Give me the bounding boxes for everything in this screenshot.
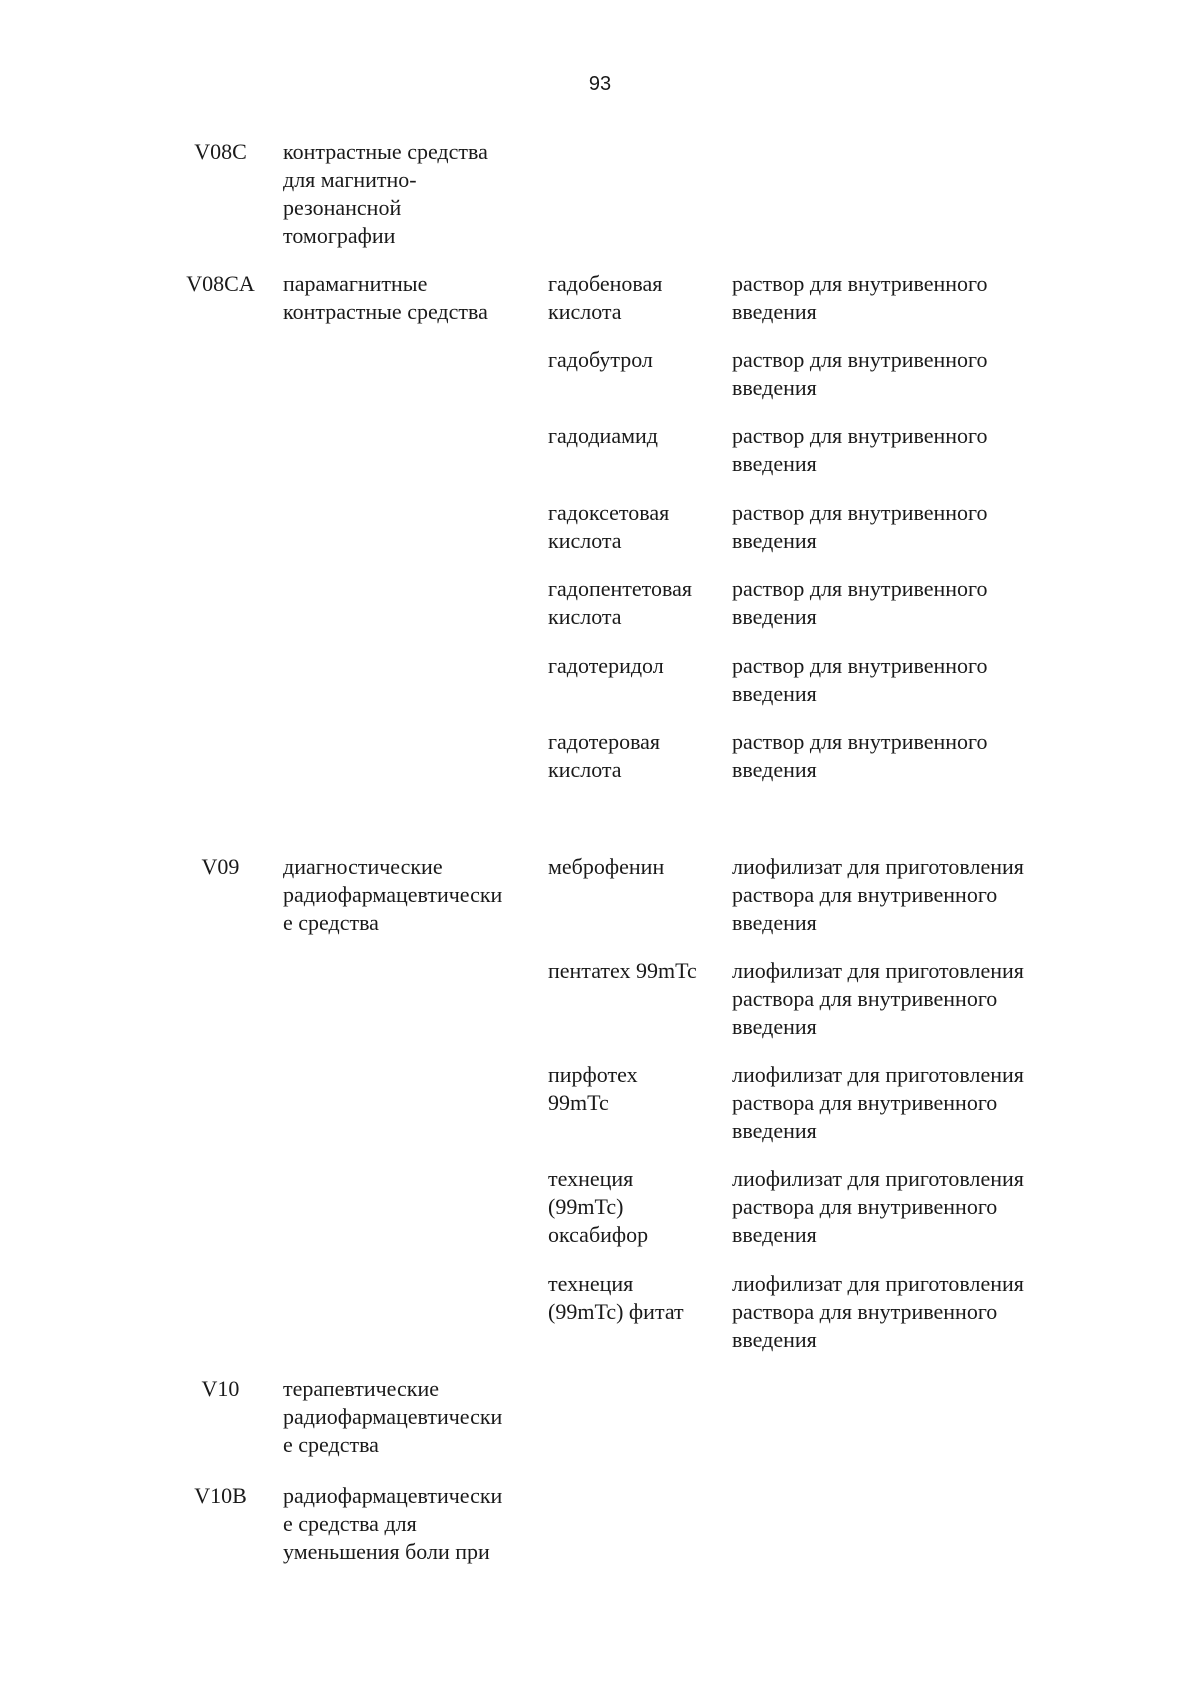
dosage-form: раствор для внутривенного введения <box>732 347 988 400</box>
dosage-form: раствор для внутривенного введения <box>732 576 988 629</box>
substance-name: технеция (99mTc) оксабифор <box>548 1166 649 1247</box>
substance-name: гадотеридол <box>548 653 664 678</box>
group-name: радиофармацевтически е средства для уменьшения боли при <box>283 1483 503 1564</box>
dosage-form: лиофилизат для приготовления раствора для внутривенного введения <box>732 1166 1024 1247</box>
group-name: парамагнитные контрастные средства <box>283 271 488 324</box>
dosage-form: раствор для внутривенного введения <box>732 653 988 706</box>
dosage-form: лиофилизат для приготовления раствора для внутривенного введения <box>732 1271 1024 1352</box>
atc-code: V08CA <box>186 271 255 296</box>
group-name: терапевтические радиофармацевтически е средства <box>283 1376 503 1457</box>
dosage-form: раствор для внутривенного введения <box>732 500 988 553</box>
substance-name: гадопентетовая кислота <box>548 576 692 629</box>
substance-name: гадобеновая кислота <box>548 271 663 324</box>
substance-name: гадодиамид <box>548 423 658 448</box>
substance-name: технеция (99mTc) фитат <box>548 1271 684 1324</box>
dosage-form: лиофилизат для приготовления раствора для внутривенного введения <box>732 958 1024 1039</box>
dosage-form: раствор для внутривенного введения <box>732 729 988 782</box>
substance-name: пирфотех 99mTc <box>548 1062 638 1115</box>
atc-code: V10B <box>194 1483 247 1508</box>
atc-code: V09 <box>201 854 240 879</box>
substance-name: гадотеровая кислота <box>548 729 661 782</box>
dosage-form: лиофилизат для приготовления раствора для внутривенного введения <box>732 854 1024 935</box>
substance-name: меброфенин <box>548 854 665 879</box>
dosage-form: раствор для внутривенного введения <box>732 423 988 476</box>
atc-code: V10 <box>201 1376 240 1401</box>
group-name: диагностические радиофармацевтически е средства <box>283 854 503 935</box>
page-number: 93 <box>588 73 612 95</box>
substance-name: гадоксетовая кислота <box>548 500 670 553</box>
dosage-form: лиофилизат для приготовления раствора для внутривенного введения <box>732 1062 1024 1143</box>
dosage-form: раствор для внутривенного введения <box>732 271 988 324</box>
group-name: контрастные средства для магнитно- резонансной томографии <box>283 139 488 248</box>
substance-name: пентатех 99mTc <box>548 958 697 983</box>
atc-code: V08C <box>194 139 247 164</box>
substance-name: гадобутрол <box>548 347 653 372</box>
